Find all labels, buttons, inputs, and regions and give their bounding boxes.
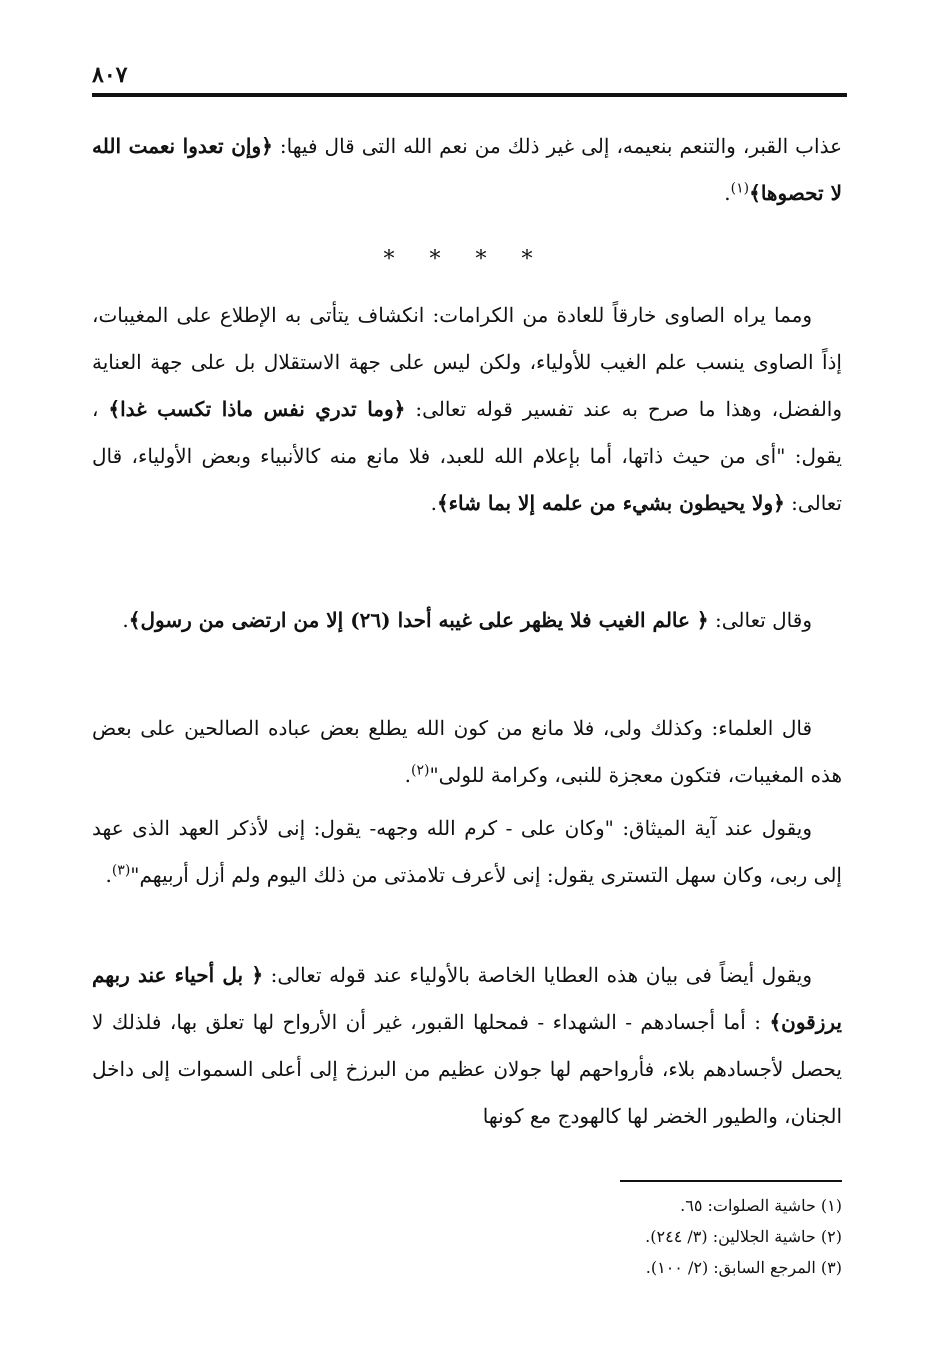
- footnote-1: (١) حاشية الصلوات: ٦٥.: [680, 1196, 842, 1215]
- footnote-2: (٢) حاشية الجلالين: (٣/ ٢٤٤).: [645, 1227, 842, 1246]
- footnote-ref: (٢): [410, 762, 430, 779]
- section-separator: * * * *: [383, 247, 547, 272]
- paragraph-text: ويقول أيضاً فى بيان هذه العطايا الخاصة بالأولياء عند قوله تعالى:: [263, 963, 812, 987]
- footnote-3: (٣) المرجع السابق: (٢/ ١٠٠).: [645, 1258, 842, 1277]
- paragraph-end: .: [122, 608, 129, 632]
- paragraph-end: .: [430, 491, 437, 515]
- paragraph-text: قال العلماء: وكذلك ولى، فلا مانع من كون الله يطلع بعض عباده الصالحين على بعض هذه المغيبات، فتكون معجزة للنبى، وكرامة للولى": [92, 716, 842, 787]
- quran-verse-2: ﴿ولا يحيطون بشيء من علمه إلا بما شاء﴾: [436, 491, 785, 515]
- quran-verse: ﴿وما تدري نفس ماذا تكسب غدا﴾: [108, 397, 406, 421]
- paragraph-1: [92, 123, 842, 217]
- paragraph-5: [92, 805, 842, 899]
- footnote-ref: (٣): [111, 862, 131, 879]
- paragraph-3: [92, 597, 842, 644]
- paragraph-text: ومما يراه الصاوى خارقاً للعادة من الكرامات: انكشاف يتأتى به الإطلاع على المغيبات، إذاً الصاوى ينسب علم الغيب للأولياء، ولكن ليس على جهة الاستقلال بل على جهة العناية والفضل، وهذا ما صرح به عند تفسير قوله تعالى:: [92, 303, 843, 421]
- footnotes: [92, 1190, 842, 1283]
- paragraph-end: .: [105, 863, 112, 887]
- quran-verse: ﴿وإن تعدوا نعمت الله لا تحصوها﴾: [92, 134, 842, 205]
- paragraph-text: ويقول عند آية الميثاق: "وكان على - كرم الله وجهه- يقول: إنى لأذكر العهد الذى عهد إلى ربى، وكان سهل التسترى يقول: إنى لأعرف تلامذتى من ذلك اليوم ولم أزل أربيهم": [92, 816, 842, 887]
- paragraph-text-continued: : أما أجسادهم - الشهداء - فمحلها القبور، غير أن الأرواح لها تعلق بها، فلذلك لا يحصل لأجسادهم بلاء، فأرواحهم لها جولان عظيم من البرزخ إلى أعلى السموات إلى داخل الجنان، والطيور الخضر لها كالهودج مع كونها: [92, 1010, 842, 1128]
- paragraph-4: [92, 705, 842, 799]
- paragraph-text: عذاب القبر، والتنعم بنعيمه، إلى غير ذلك من نعم الله التى قال فيها:: [272, 134, 842, 158]
- paragraph-end: .: [724, 181, 731, 205]
- paragraph-text-continued: ، يقول: "أى من حيث ذاتها، أما بإعلام الله للعبد، فلا مانع منه كالأنبياء وبعض الأولياء، قال تعالى:: [92, 397, 842, 515]
- paragraph-text: وقال تعالى:: [708, 608, 812, 632]
- quran-verse: ﴿ عالم الغيب فلا يظهر على غيبه أحدا (٢٦) إلا من ارتضى من رسول﴾: [128, 608, 709, 632]
- footnote-rule: [620, 1180, 842, 1182]
- header-rule: [92, 93, 847, 97]
- paragraph-end: .: [404, 763, 411, 787]
- paragraph-2: [92, 292, 842, 527]
- page-number: ٨٠٧: [92, 62, 128, 88]
- paragraph-6: [92, 952, 842, 1140]
- footnote-ref: (١): [730, 180, 750, 197]
- quran-verse: ﴿ بل أحياء عند ربهم يرزقون﴾: [92, 963, 842, 1034]
